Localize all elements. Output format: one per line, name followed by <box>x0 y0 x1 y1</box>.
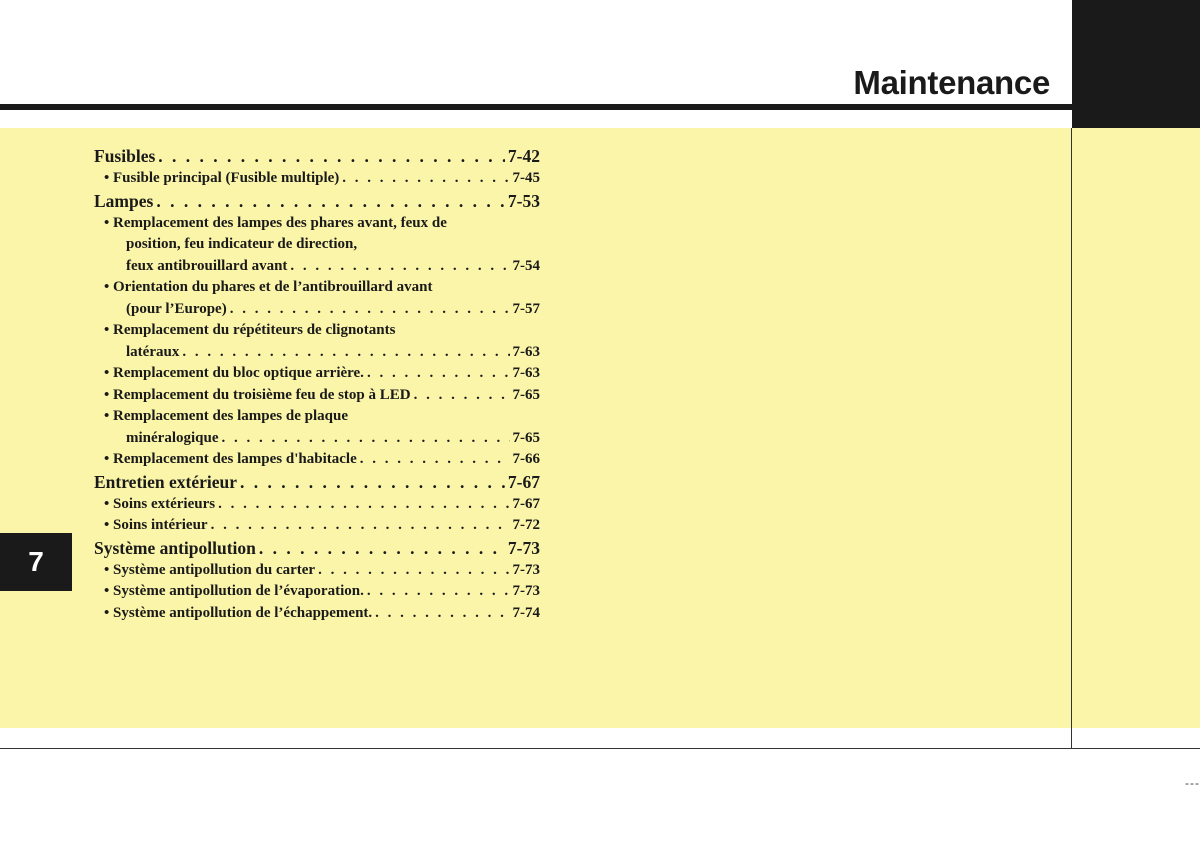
toc-page-number: 7-66 <box>512 451 540 467</box>
toc-section-entry[interactable] <box>94 190 540 213</box>
toc-subentry[interactable] <box>94 515 540 537</box>
dot-leader <box>230 299 510 321</box>
dot-leader <box>360 449 510 471</box>
toc-subentry[interactable] <box>94 168 540 190</box>
toc-entry-title: • Remplacement des lampes des phares avant, feux de <box>104 214 447 231</box>
toc-entry-title: position, feu indicateur de direction, <box>126 236 358 252</box>
bottom-rule <box>0 748 1200 749</box>
toc-subentry[interactable] <box>94 603 540 625</box>
toc-subentry[interactable] <box>94 560 540 582</box>
toc-entry-title: feux antibrouillard avant <box>126 257 288 274</box>
toc-entry-title: Lampes <box>94 190 154 211</box>
dot-leader <box>156 190 505 213</box>
dot-leader <box>158 145 505 168</box>
toc-entry-title: • Remplacement des lampes de plaque <box>104 408 348 424</box>
right-divider <box>1071 128 1072 748</box>
toc-page-number: 7-65 <box>512 429 540 446</box>
toc-subentry[interactable] <box>94 385 540 407</box>
toc-page-number: 7-54 <box>512 257 540 274</box>
toc-entry-title: latéraux <box>126 343 180 360</box>
toc-entry-title: • Remplacement du répétiteurs de clignotants <box>104 322 396 338</box>
toc-entry-title: Entretien extérieur <box>94 471 238 492</box>
toc-page-number: 7-74 <box>512 604 540 621</box>
toc-page-number: 7-73 <box>512 561 540 578</box>
toc-subentry[interactable] <box>94 494 540 516</box>
toc-page-number: 7-65 <box>512 386 540 403</box>
dot-leader <box>367 581 510 603</box>
toc-page-number: 7-63 <box>512 365 540 381</box>
toc-entry-title: • Orientation du phares et de l’antibrouillard avant <box>104 279 433 295</box>
dot-leader <box>211 515 510 537</box>
page-title: Maintenance <box>853 64 1050 101</box>
dot-leader <box>375 603 509 625</box>
toc-entry-title: Fusibles <box>94 146 156 166</box>
toc-subentry <box>94 234 540 256</box>
dot-leader <box>318 560 509 582</box>
toc-subentry[interactable] <box>94 342 540 364</box>
toc-page-number: 7-67 <box>507 471 540 492</box>
toc-subentry <box>94 213 540 235</box>
table-of-contents <box>94 145 540 624</box>
toc-page-number: 7-45 <box>512 170 540 186</box>
dot-leader <box>367 363 510 385</box>
toc-subentry <box>94 406 540 428</box>
toc-entry-title: • Système antipollution de l’évaporation. <box>104 583 364 599</box>
toc-page-number: 7-42 <box>507 146 540 166</box>
toc-page-number: 7-63 <box>512 343 540 360</box>
toc-page-number: 7-57 <box>512 300 540 317</box>
corner-mark: --- <box>1185 776 1200 790</box>
dot-leader <box>182 342 509 364</box>
toc-subentry[interactable] <box>94 428 540 450</box>
toc-entry-title: Système antipollution <box>94 537 256 558</box>
toc-page-number: 7-67 <box>512 495 540 512</box>
toc-subentry <box>94 277 540 299</box>
toc-page-number: 7-73 <box>507 537 540 558</box>
toc-entry-title: • Système antipollution du carter <box>104 561 316 578</box>
toc-page-number: 7-72 <box>512 517 540 533</box>
toc-subentry <box>94 320 540 342</box>
toc-subentry[interactable] <box>94 581 540 603</box>
toc-entry-title: • Soins intérieur <box>104 517 208 533</box>
toc-subentry[interactable] <box>94 256 540 278</box>
dot-leader <box>240 471 505 494</box>
toc-entry-title: • Remplacement des lampes d'habitacle <box>104 451 357 467</box>
dot-leader <box>259 537 505 560</box>
dot-leader <box>218 494 509 516</box>
header-rule <box>0 104 1072 110</box>
chapter-tab[interactable]: 7 <box>0 533 72 591</box>
toc-entry-title: minéralogique <box>126 429 219 446</box>
toc-entry-title: • Soins extérieurs <box>104 495 216 512</box>
toc-entry-title: • Remplacement du bloc optique arrière. <box>104 365 364 381</box>
dot-leader <box>290 256 509 278</box>
toc-page-number: 7-53 <box>507 190 540 211</box>
toc-section-entry[interactable] <box>94 471 540 494</box>
toc-entry-title: • Fusible principal (Fusible multiple) <box>104 170 340 186</box>
toc-section-entry[interactable] <box>94 145 540 168</box>
corner-block <box>1072 0 1200 128</box>
toc-entry-title: (pour l’Europe) <box>126 300 227 317</box>
toc-subentry[interactable] <box>94 363 540 385</box>
dot-leader <box>222 428 510 450</box>
toc-entry-title: • Système antipollution de l’échappement. <box>104 604 373 621</box>
toc-page-number: 7-73 <box>512 583 540 599</box>
toc-section-entry[interactable] <box>94 537 540 560</box>
toc-subentry[interactable] <box>94 449 540 471</box>
toc-subentry[interactable] <box>94 299 540 321</box>
dot-leader <box>414 385 510 407</box>
dot-leader <box>342 168 509 190</box>
toc-entry-title: • Remplacement du troisième feu de stop à LED <box>104 386 411 403</box>
